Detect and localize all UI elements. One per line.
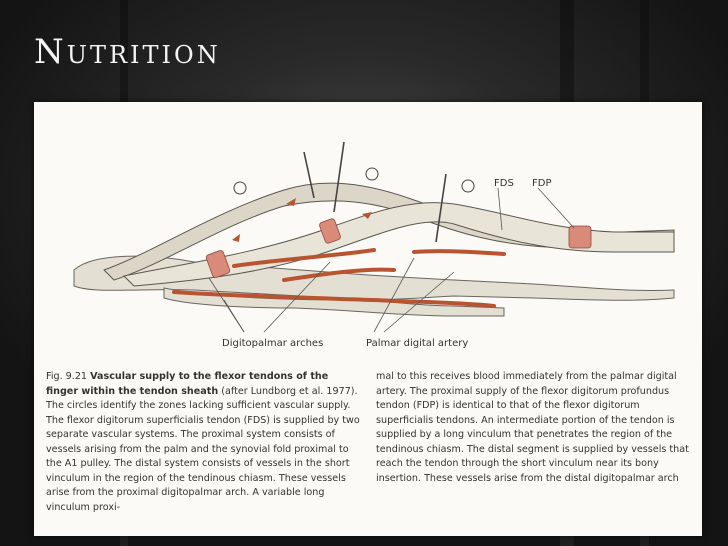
figure-title: Vascular supply to the flexor tendons of the finger within the tendon sheath — [46, 371, 329, 397]
caption-left-column — [46, 370, 362, 515]
caption-right-column — [376, 370, 696, 486]
label-digitopalmar-arches: Digitopalmar arches — [222, 338, 324, 349]
phalanx-bones — [74, 256, 674, 316]
caption-text-left: (after Lundborg et al. 1977). The circles identify the zones lacking sufficient vascular supply. The flexor digitorum superficialis tendon (FDS) is supplied by two separate vascular systems. The proximal system consists of vessels arising from the palm and the synovial fold proximal to the A1 pulley. The distal system consists of vessels in the short vinculum in the region of the tendinous chiasm. These vessels arise from the proximal digitopalmar arch. A variable long vinculum proxi- — [46, 385, 360, 513]
tendon-diagram — [34, 102, 702, 362]
label-palmar-digital-artery: Palmar digital artery — [366, 338, 469, 349]
figure-number: Fig. 9.21 — [46, 371, 88, 382]
label-fdp: FDP — [532, 178, 552, 189]
fdp-tendon — [124, 203, 674, 286]
figure-plate — [34, 102, 702, 536]
slide-title: Nutrition — [34, 32, 221, 72]
caption-text-right: mal to this receives blood immediately from the palmar digital artery. The proximal supply of the flexor digitorum profundus tendon (FDP) is identical to that of the flexor digitorum superficialis tendons. An intermediate portion of the tendon is supplied by a long vinculum that penetrates the region of the tendinous chiasm. The distal segment is supplied by vessels that reach the tendon through the short vinculum near its bony insertion. These vessels arise from the distal digitopalmar arch — [376, 371, 689, 484]
label-fds: FDS — [494, 178, 514, 189]
